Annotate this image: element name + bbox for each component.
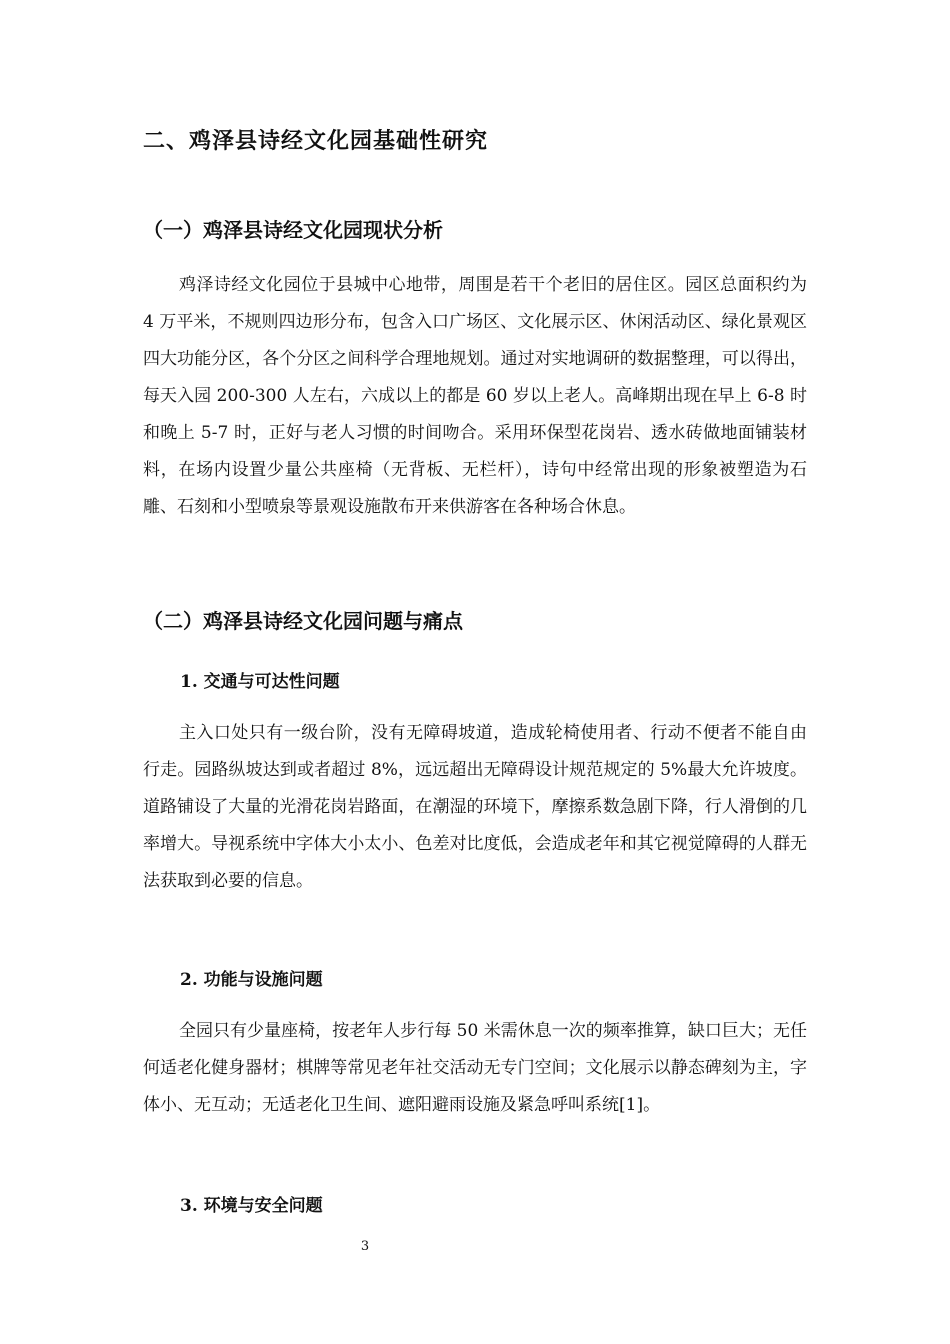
subsection-heading-traffic: 1. 交通与可达性问题 <box>180 672 340 692</box>
subsection-heading-environment: 3. 环境与安全问题 <box>180 1196 323 1216</box>
chapter-title: 二、鸡泽县诗经文化园基础性研究 <box>143 128 489 154</box>
subsection-heading-facilities: 2. 功能与设施问题 <box>180 970 323 990</box>
paragraph-traffic: 主入口处只有一级台阶，没有无障碍坡道，造成轮椅使用者、行动不便者不能自由行走。园路纵坡达到或者超过 8%，远远超出无障碍设计规范规定的 5%最大允许坡度。道路铺设了大量的光滑花岗岩路面，在潮湿的环境下，摩擦系数急剧下降，行人滑倒的几率增大。导视系统中字体大小太小、色差对比度低，会造成老年和其它视觉障碍的人群无法获取到必要的信息。 <box>143 723 807 891</box>
section-heading-problems: （二）鸡泽县诗经文化园问题与痛点 <box>143 609 463 633</box>
section-heading-current-status: （一）鸡泽县诗经文化园现状分析 <box>143 218 443 242</box>
paragraph-current-status: 鸡泽诗经文化园位于县城中心地带，周围是若干个老旧的居住区。园区总面积约为 4 万平米，不规则四边形分布，包含入口广场区、文化展示区、休闲活动区、绿化景观区四大功能分区，各个分区之间科学合理地规划。通过对实地调研的数据整理，可以得出，每天入园 200-300 人左右，六成以上的都是 60 岁以上老人。高峰期出现在早上 6-8 时和晚上 5-7 时，正好与老人习惯的时间吻合。采用环保型花岗岩、透水砖做地面铺装材料，在场内设置少量公共座椅（无背板、无栏杆），诗句中经常出现的形象被塑造为石雕、石刻和小型喷泉等景观设施散布开来供游客在各种场合休息。 <box>143 275 807 517</box>
paragraph-facilities: 全园只有少量座椅，按老年人步行每 50 米需休息一次的频率推算，缺口巨大；无任何适老化健身器材；棋牌等常见老年社交活动无专门空间；文化展示以静态碑刻为主，字体小、无互动；无适老化卫生间、遮阳避雨设施及紧急呼叫系统[1]。 <box>143 1021 807 1115</box>
page-number: 3 <box>360 1239 370 1254</box>
